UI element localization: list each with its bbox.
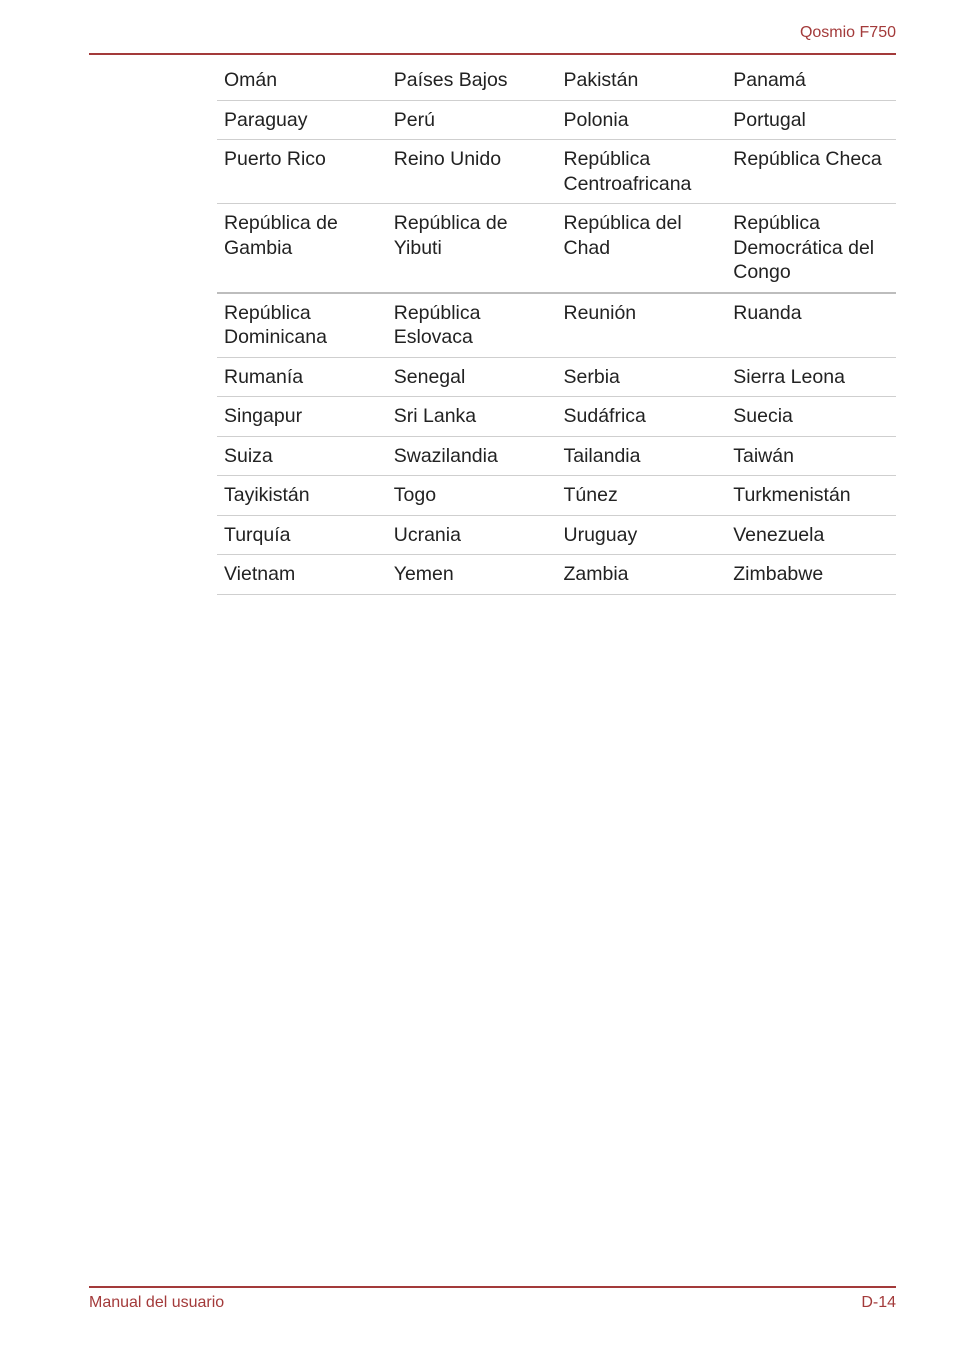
table-cell: Polonia xyxy=(557,100,727,140)
table-cell: Singapur xyxy=(217,397,387,437)
table-cell: Túnez xyxy=(557,476,727,516)
table-cell: República Eslovaca xyxy=(387,293,557,358)
footer-manual-title: Manual del usuario xyxy=(89,1294,225,1311)
table-row xyxy=(217,100,896,140)
table-cell: Omán xyxy=(217,61,387,100)
table-cell: Senegal xyxy=(387,357,557,397)
table-cell: República de Gambia xyxy=(217,204,387,293)
table-row xyxy=(217,140,896,204)
footer-divider xyxy=(89,1286,896,1288)
table-cell: Zambia xyxy=(557,555,727,595)
table-cell: Sierra Leona xyxy=(726,357,896,397)
table-cell: Tailandia xyxy=(557,436,727,476)
table-cell: Ucrania xyxy=(387,515,557,555)
table-row xyxy=(217,397,896,437)
table-cell: Puerto Rico xyxy=(217,140,387,204)
table-row xyxy=(217,555,896,595)
table-row xyxy=(217,293,896,358)
table-cell: República Democrática del Congo xyxy=(726,204,896,293)
table-cell: Vietnam xyxy=(217,555,387,595)
table-cell: Rumanía xyxy=(217,357,387,397)
table-cell: República Dominicana xyxy=(217,293,387,358)
table-cell: República Checa xyxy=(726,140,896,204)
table-cell: Venezuela xyxy=(726,515,896,555)
table-cell: Swazilandia xyxy=(387,436,557,476)
table-row xyxy=(217,61,896,100)
table-cell: Turkmenistán xyxy=(726,476,896,516)
country-table xyxy=(217,61,896,595)
table-cell: Perú xyxy=(387,100,557,140)
table-cell: Portugal xyxy=(726,100,896,140)
table-row xyxy=(217,476,896,516)
table-cell: República de Yibuti xyxy=(387,204,557,293)
table-row xyxy=(217,515,896,555)
table-row xyxy=(217,204,896,293)
table-cell: Sri Lanka xyxy=(387,397,557,437)
table-cell: Uruguay xyxy=(557,515,727,555)
table-cell: Países Bajos xyxy=(387,61,557,100)
table-cell: Panamá xyxy=(726,61,896,100)
table-cell: República del Chad xyxy=(557,204,727,293)
table-cell: Sudáfrica xyxy=(557,397,727,437)
table-cell: Suecia xyxy=(726,397,896,437)
table-cell: Turquía xyxy=(217,515,387,555)
page-number: D-14 xyxy=(861,1294,896,1311)
table-row xyxy=(217,436,896,476)
table-cell: Togo xyxy=(387,476,557,516)
table-cell: Paraguay xyxy=(217,100,387,140)
table-cell: Ruanda xyxy=(726,293,896,358)
table-cell: Serbia xyxy=(557,357,727,397)
table-cell: República Centroafricana xyxy=(557,140,727,204)
table-cell: Pakistán xyxy=(557,61,727,100)
header-divider xyxy=(89,53,896,55)
table-cell: Tayikistán xyxy=(217,476,387,516)
table-cell: Zimbabwe xyxy=(726,555,896,595)
table-cell: Suiza xyxy=(217,436,387,476)
document-header-title: Qosmio F750 xyxy=(799,24,896,41)
table-cell: Taiwán xyxy=(726,436,896,476)
table-row xyxy=(217,357,896,397)
table-cell: Reino Unido xyxy=(387,140,557,204)
table-cell: Yemen xyxy=(387,555,557,595)
table-cell: Reunión xyxy=(557,293,727,358)
